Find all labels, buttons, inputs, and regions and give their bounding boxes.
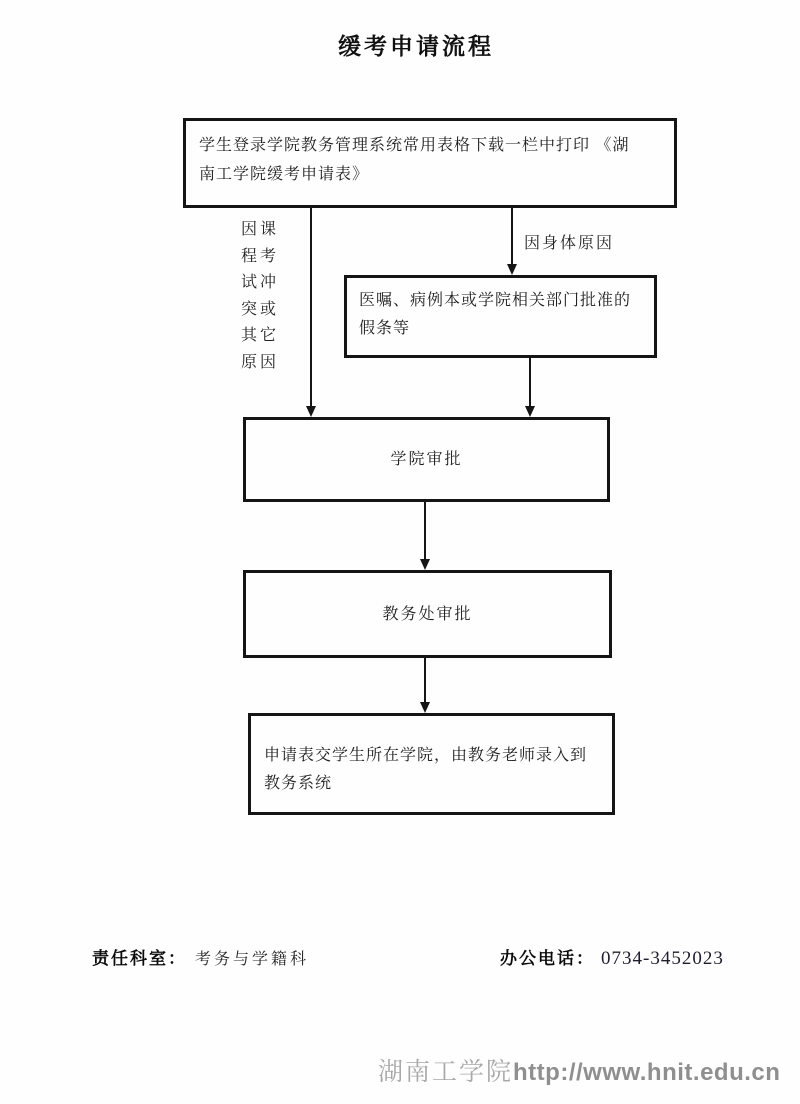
connector-left-branch: [310, 207, 312, 406]
arrow-down-icon: [420, 559, 430, 570]
watermark-site-url: http://www.hnit.edu.cn: [513, 1059, 781, 1086]
arrow-down-icon: [525, 406, 535, 417]
flow-box-text-line: 学生登录学院教务管理系统常用表格下载一栏中打印 《湖: [199, 137, 630, 154]
department-value: 考务与学籍科: [195, 951, 310, 968]
phone-label: 办公电话：: [500, 949, 595, 968]
branch-label-exam-conflict: 因课程考试冲突或其它原因: [241, 221, 280, 371]
page-title: 缓考申请流程: [338, 33, 494, 59]
arrow-down-icon: [420, 702, 430, 713]
connector-medical-to-college: [529, 358, 531, 406]
flow-box-academic-office-approval: [243, 570, 612, 658]
footer-office-phone: [500, 944, 724, 970]
arrow-down-icon: [507, 264, 517, 275]
connector-college-to-office: [424, 502, 426, 559]
department-label: 责任科室：: [92, 949, 187, 968]
footer-responsible-department: [92, 944, 309, 969]
flow-box-text-line: 申请表交学生所在学院，由教务老师录入到: [264, 747, 588, 764]
flow-box-text-line: 南工学院缓考申请表》: [199, 166, 370, 183]
flow-box-college-approval: [243, 417, 610, 502]
flow-box-text-line: 教务处审批: [382, 605, 473, 623]
flow-box-text-line: 假条等: [359, 320, 411, 337]
flow-box-text-line: 学院审批: [390, 451, 463, 468]
watermark-site-name: 湖南工学院: [378, 1059, 514, 1086]
arrow-down-icon: [306, 406, 316, 417]
flow-box-submit-form: [248, 713, 615, 815]
phone-value: 0734-3452023: [601, 948, 724, 969]
watermark: [378, 1052, 780, 1088]
flow-box-text-line: 教务系统: [264, 775, 333, 792]
branch-label-health-reason: 因身体原因: [524, 235, 615, 252]
connector-right-branch: [511, 207, 513, 264]
connector-office-to-submit: [424, 658, 426, 702]
flow-box-medical-proof: [344, 275, 657, 358]
flow-box-print-form: [183, 118, 677, 208]
flow-box-text-line: 医嘱、病例本或学院相关部门批准的: [359, 292, 632, 309]
